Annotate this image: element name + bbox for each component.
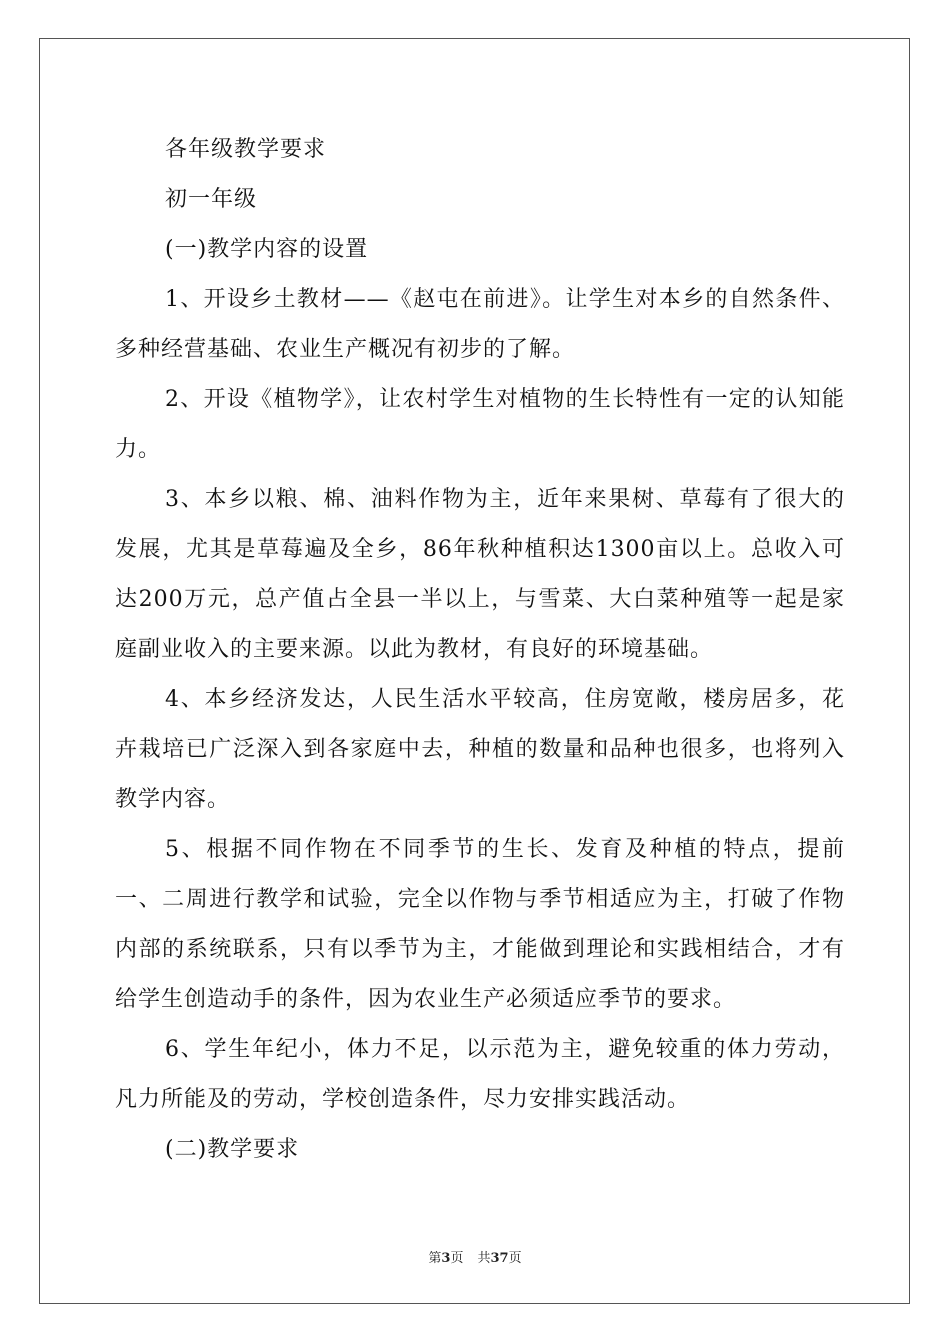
document-body xyxy=(115,125,845,1175)
paragraph-3: 3、本乡以粮、棉、油料作物为主，近年来果树、草莓有了很大的发展，尤其是草莓遍及全乡，86年秋种植积达1300亩以上。总收入可达200万元，总产值占全县一半以上，与雪菜、大白菜种殖等一起是家庭副业收入的主要来源。以此为教材，有良好的环境基础。 xyxy=(115,487,845,662)
page-prefix: 第 xyxy=(428,1251,442,1266)
paragraph-6: 6、学生年纪小，体力不足，以示范为主，避免较重的体力劳动，凡力所能及的劳动，学校创造条件，尽力安排实践活动。 xyxy=(115,1037,845,1112)
subsection-heading: (一)教学内容的设置 xyxy=(165,237,369,262)
page-footer xyxy=(0,1247,950,1266)
section-heading: 各年级教学要求 xyxy=(165,137,327,162)
page-suffix: 页 xyxy=(450,1251,464,1266)
page-number: 3 xyxy=(441,1251,451,1266)
paragraph-5: 5、根据不同作物在不同季节的生长、发育及种植的特点，提前一、二周进行教学和试验，完全以作物与季节相适应为主，打破了作物内部的系统联系，只有以季节为主，才能做到理论和实践相结合，才有给学生创造动手的条件，因为农业生产必须适应季节的要求。 xyxy=(115,837,845,1012)
paragraph-2: 2、开设《植物学》，让农村学生对植物的生长特性有一定的认知能力。 xyxy=(115,387,845,462)
grade-heading: 初一年级 xyxy=(165,187,258,212)
total-prefix: 共 xyxy=(477,1251,491,1266)
total-suffix: 页 xyxy=(508,1251,522,1266)
paragraph-4: 4、本乡经济发达，人民生活水平较高，住房宽敞，楼房居多，花卉栽培已广泛深入到各家庭中去，种植的数量和品种也很多，也将列入教学内容。 xyxy=(115,687,845,812)
total-pages: 37 xyxy=(490,1251,509,1266)
paragraph-1: 1、开设乡土教材——《赵屯在前进》。让学生对本乡的自然条件、多种经营基础、农业生产概况有初步的了解。 xyxy=(115,287,845,362)
subsection-heading-2: (二)教学要求 xyxy=(165,1137,300,1162)
